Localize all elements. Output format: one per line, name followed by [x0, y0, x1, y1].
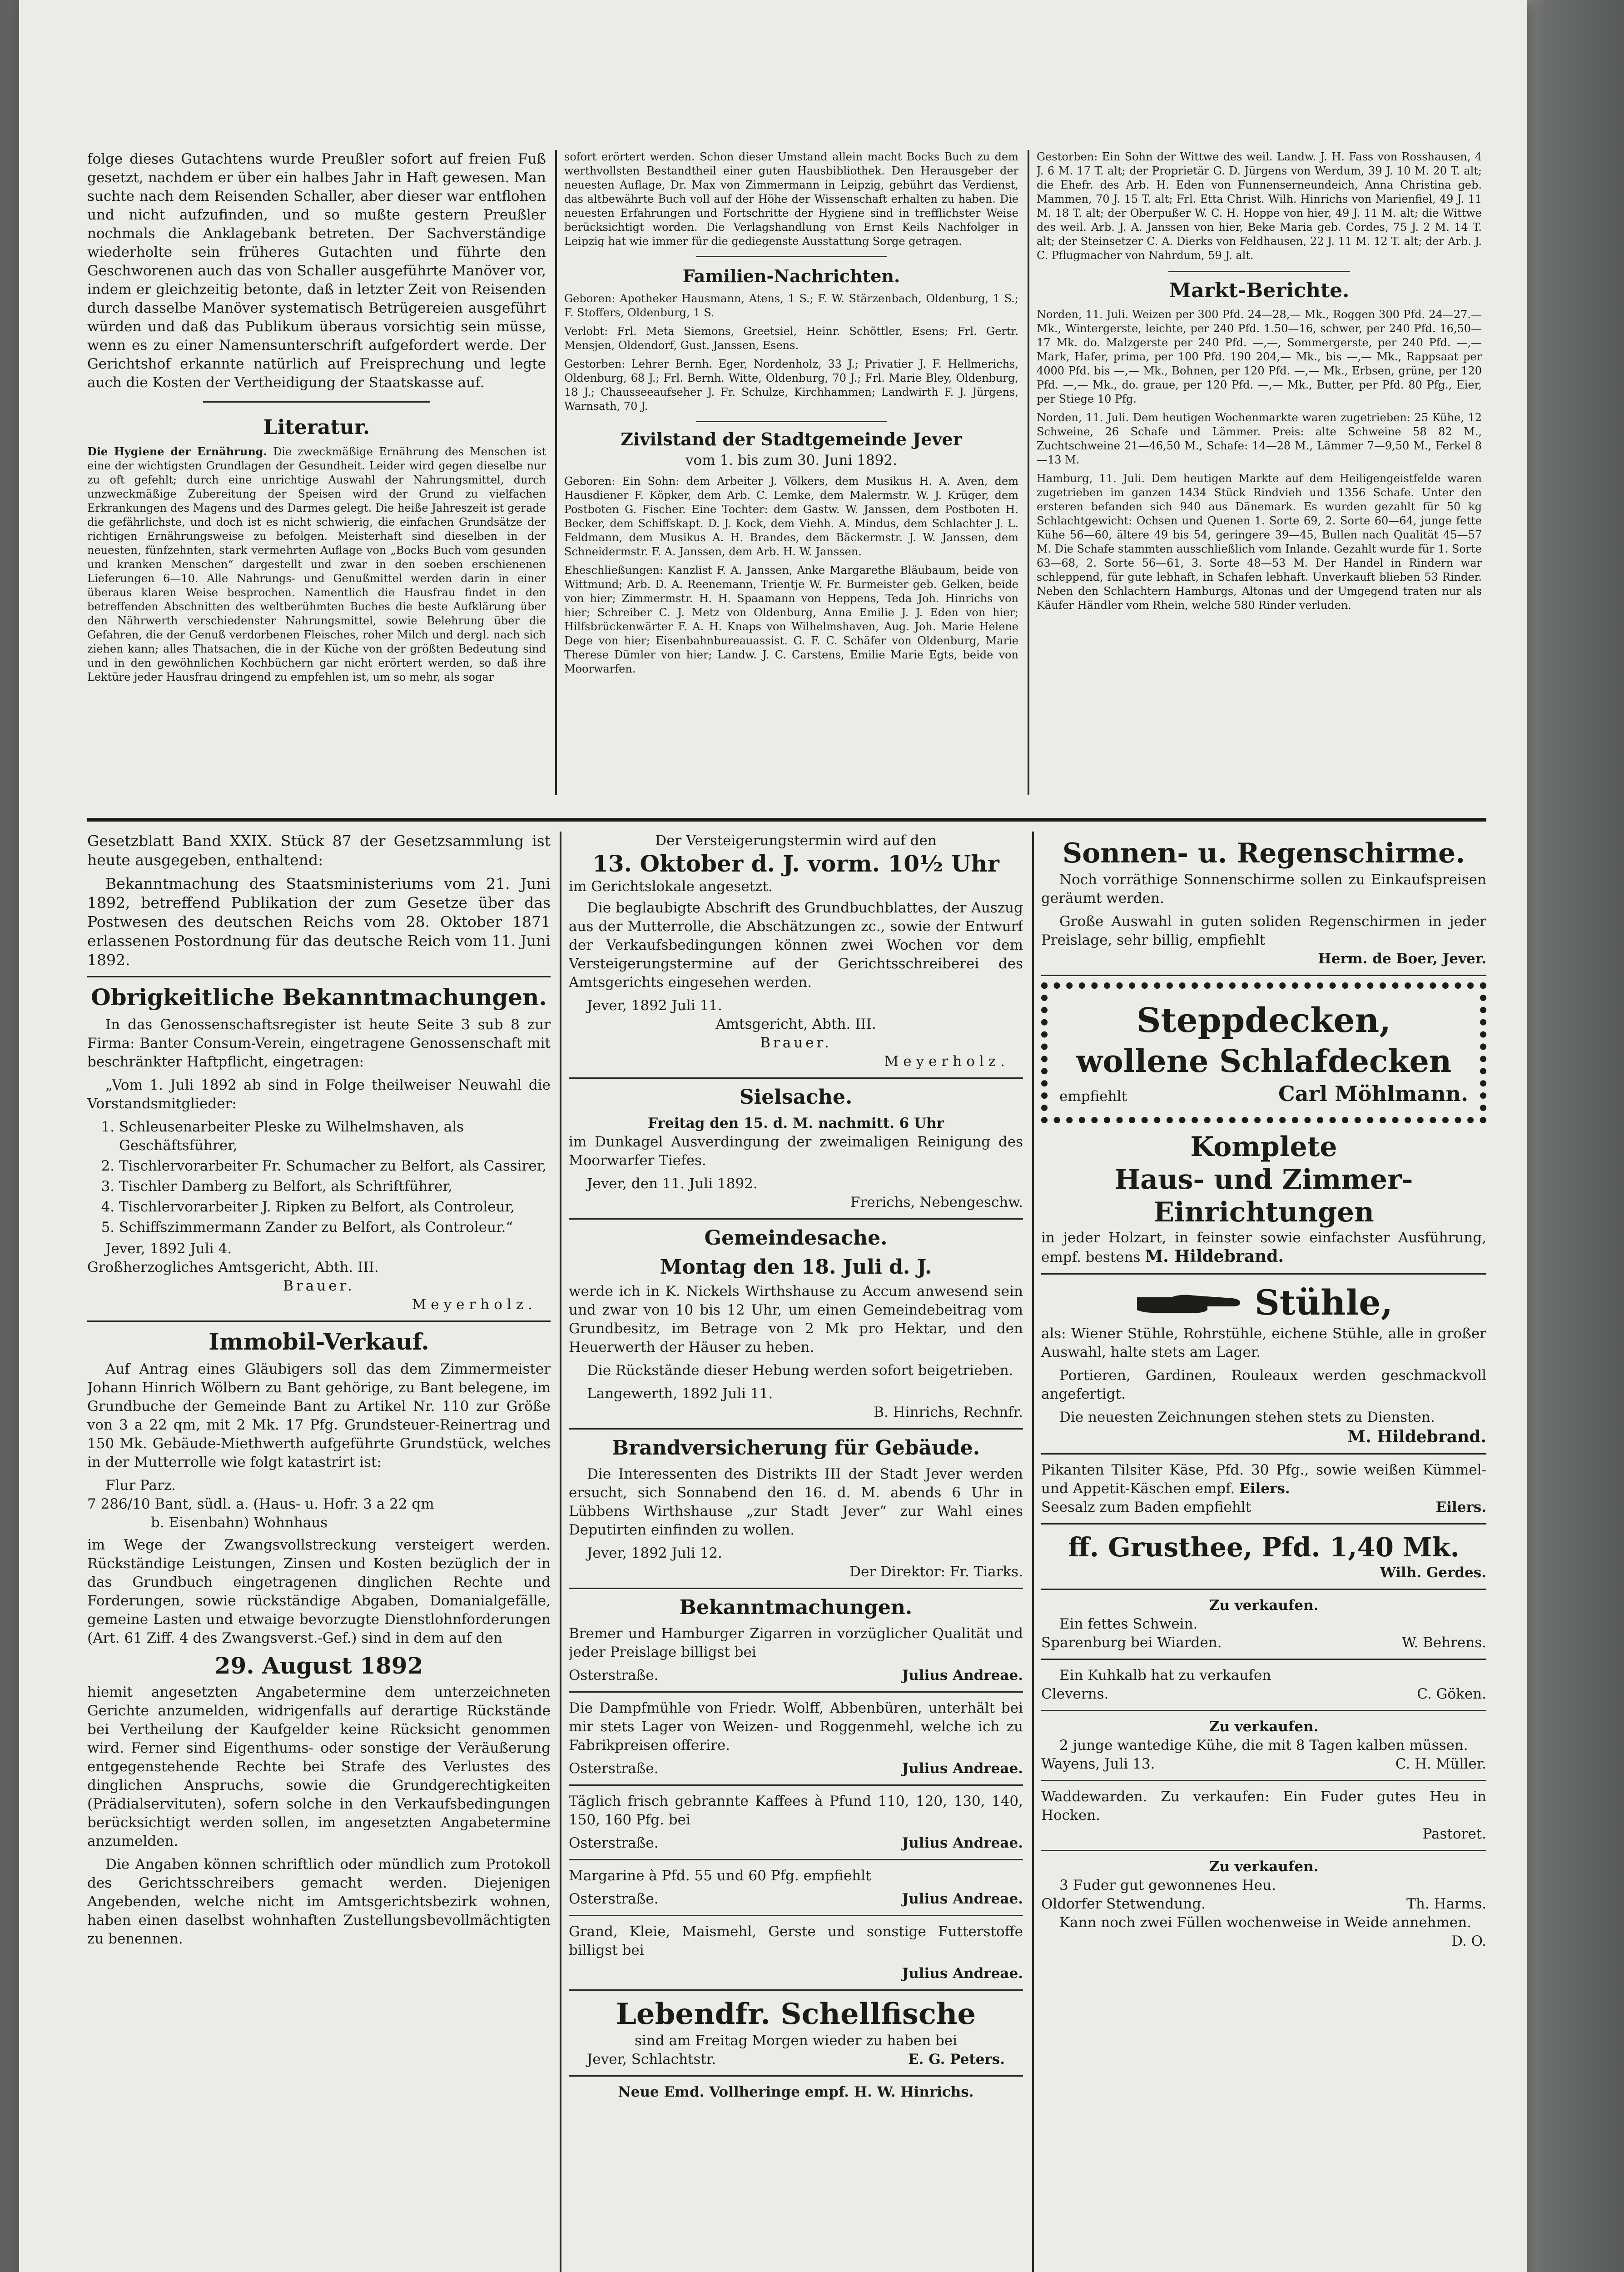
- ad-signature-row: [1041, 1498, 1486, 1517]
- for-sale-heading: Zu verkaufen.: [1209, 1719, 1319, 1735]
- civil-register-period: vom 1. bis zum 30. Juni 1892.: [685, 452, 897, 468]
- ad-signature-row: [569, 1666, 1023, 1685]
- divider: [87, 1320, 551, 1322]
- divider: [569, 2075, 1023, 2077]
- ad-street: Osterstraße.: [569, 1835, 659, 1851]
- page-edge-shadow: [1527, 0, 1624, 2272]
- ad-signature-row: [569, 1759, 1023, 1778]
- sluice-place-date: Jever, den 11. Juli 1892.: [587, 1176, 758, 1192]
- divider: [1041, 1273, 1486, 1275]
- cheese-ad-text: [1041, 1461, 1486, 1498]
- hay-ad: Waddewarden. Zu verkaufen: Ein Fuder gutes Heu in Hocken.: [1041, 1789, 1486, 1824]
- sluice-heading: Sielsache.: [739, 1086, 853, 1109]
- cadastre-row: 7 286/10 Bant, südl. a. (Haus- u. Hofr. 3 a 22 qm: [87, 1496, 434, 1512]
- municipal-heading: Gemeindesache.: [704, 1226, 888, 1250]
- family-news-heading: Familien-Nachrichten.: [682, 266, 900, 286]
- blankets-ad-heading: Steppdecken,: [1137, 1001, 1391, 1040]
- divider: [569, 1989, 1023, 1991]
- tea-ad-merchant: Wilh. Gerdes.: [1380, 1564, 1486, 1581]
- divider: [569, 1077, 1023, 1079]
- pointing-hand-icon: [1135, 1289, 1244, 1316]
- designs-ad-text: Die neuesten Zeichnungen stehen stets zu Diensten.: [1059, 1409, 1435, 1425]
- divider: [1041, 975, 1486, 976]
- filing-paragraph: Die Angaben können schriftlich oder mündlich zum Protokoll des Gerichtsschreibers gemacht werden. Diejenigen Angebenden, welche nicht im Amtsgerichtsbezirk wohnen, haben einen daselbst wohnhaften Zustellungsbevollmächtigten zu benennen.: [87, 1856, 551, 1947]
- for-sale-seller: C. H. Müller.: [1395, 1756, 1486, 1772]
- divider: [569, 1784, 1023, 1786]
- cheese-ad-description: Pikanten Tilsiter Käse, Pfd. 30 Pfg., sowie weißen Kümmel- und Appetit-Käschen empf.: [1041, 1462, 1486, 1497]
- auction-venue: im Gerichtslokale angesetzt.: [569, 878, 773, 895]
- court-name: Großherzogliches Amtsgericht, Abth. III.: [87, 1259, 379, 1276]
- ad-merchant: Julius Andreae.: [902, 1835, 1023, 1851]
- feed-ad: Grand, Kleie, Maismehl, Gerste und sonstige Futterstoffe billigst bei: [569, 1923, 1023, 1958]
- top-column-1: [87, 150, 546, 804]
- umbrella-ad-merchant: Herm. de Boer, Jever.: [1318, 951, 1486, 967]
- municipal-place-date: Langewerth, 1892 Juli 11.: [587, 1385, 773, 1402]
- trial-report-paragraph: folge dieses Gutachtens wurde Preußler sofort auf freien Fuß gesetzt, nachdem er über ein halbes Jahr in Haft gewesen. Man suchte nach dem Reisenden Schaller, aber dieser war entflohen und nicht aufzufinden, und so mußte gestern Preußler nochmals die Anklagebank betreten. Der Sachverständige wiederholte sein früheres Gutachten und führte den Geschworenen auch das von Schaller ausgeführte Manöver vor, indem er gleichzeitig betonte, daß in letzter Zeit von Reisenden durch dasselbe Manöver systematisch Betrügereien ausgeführt würden und daß das Publikum überaus vorsichtig sein müsse, wenn es zu einer Namensunterschrift aufgefordert werde. Der Gerichtshof erkannte natürlich auf Freisprechung und legte auch die Kosten der Vertheidigung der Staatskasse auf.: [87, 151, 546, 391]
- divider: [1041, 1453, 1486, 1455]
- list-item: 4. Tischlervorarbeiter J. Ripken zu Belfort, als Controleur,: [119, 1198, 551, 1216]
- column-rule: [1032, 832, 1034, 2272]
- column-rule: [560, 832, 561, 2272]
- judge-signature: Brauer.: [283, 1278, 355, 1294]
- furniture-ad-merchant: M. Hildebrand.: [1145, 1247, 1284, 1266]
- ad-street: Osterstraße.: [569, 1667, 659, 1684]
- clerk-signature: Meyerholz.: [412, 1296, 537, 1313]
- blankets-ad-merchant: Carl Möhlmann.: [1278, 1081, 1468, 1106]
- cigars-ad: Bremer und Hamburger Zigarren in vorzüglicher Qualität und jeder Preislage billigst bei: [569, 1625, 1023, 1660]
- chairs-ad-header: [1041, 1281, 1486, 1325]
- postordnung-paragraph: Bekanntmachung des Staatsministeriums vom 21. Juni 1892, betreffend Publikation der zum Gesetze über das Postwesen des deutschen Reichs vom 28. Oktober 1871 erlassenen Postordnung für das deutsche Reich vom 11. Juni 1892.: [87, 875, 551, 969]
- judge-signature: Brauer.: [760, 1035, 832, 1051]
- clerk-signature: Meyerholz.: [884, 1053, 1009, 1070]
- ad-street: Osterstraße.: [569, 1891, 659, 1907]
- furniture-ad-heading: Einrichtungen: [1153, 1196, 1374, 1228]
- claims-paragraph: hiemit angesetzten Angabetermine dem unterzeichneten Gerichte anzumelden, widrigenfalls auf derartige Rückstände bei Vertheilung der Kaufgelder keine Rücksicht genommen wird. Ferner sind Eigenthums- oder sonstige der Veräußerung entgegenstehende Rechte bei Strafe des Verlustes des dinglichen Anspruchs, sowie die Grundgerechtigkeiten (Prädialservituten), sofern solche in den Verkaufsbedingungen berücksichtigt werden sollen, im angesetzten Angabetermine anzumelden.: [87, 1684, 551, 1849]
- literature-paragraph: [87, 444, 546, 684]
- divider: [1041, 1659, 1486, 1660]
- ad-signature-row: [1041, 1685, 1486, 1704]
- haddock-ad-text: sind am Freitag Morgen wieder zu haben bei: [634, 2033, 958, 2049]
- divider: [569, 1915, 1023, 1916]
- court-name: Amtsgericht, Abth. III.: [715, 1016, 876, 1032]
- divider: [569, 1218, 1023, 1220]
- tea-ad-heading: ff. Grusthee, Pfd. 1,40 Mk.: [1068, 1532, 1460, 1563]
- municipal-arrears-paragraph: Die Rückstände dieser Hebung werden sofort beigetrieben.: [587, 1362, 1013, 1379]
- for-sale-seller: Th. Harms.: [1406, 1896, 1486, 1912]
- ad-signature-row: [569, 1890, 1023, 1908]
- blankets-ad-box: [1041, 982, 1486, 1123]
- furniture-ad-heading: Komplete: [1190, 1131, 1337, 1163]
- divider: [569, 1691, 1023, 1693]
- top-column-3: [1037, 150, 1482, 804]
- property-sale-heading: Immobil-Verkauf.: [209, 1328, 429, 1355]
- for-sale-heading: Zu verkaufen.: [1209, 1597, 1319, 1614]
- divider: [696, 256, 887, 257]
- family-deaths-paragraph: Gestorben: Lehrer Bernh. Eger, Nordenholz, 33 J.; Privatier J. F. Hellmerichs, Oldenburg, 68 J.; Frl. Bernh. Witte, Oldenburg, 70 J.; Frl. Marie Bley, Oldenburg, 18 J.; Chausseeaufseher J. Fr. Schulze, Kirchhammen; Landwirth F. J. Jürgens, Warnsath, 70 J.: [564, 358, 1018, 413]
- cadastre-row: b. Eisenbahn) Wohnhaus: [151, 1515, 328, 1531]
- ad-merchant: Julius Andreae.: [902, 1760, 1023, 1777]
- hay-ad-seller: Pastoret.: [1422, 1826, 1486, 1842]
- municipal-signature: B. Hinrichs, Rechnfr.: [874, 1404, 1023, 1420]
- margarine-ad: Margarine à Pfd. 55 und 60 Pfg. empfiehlt: [569, 1868, 871, 1884]
- board-member-list: [87, 1118, 551, 1237]
- civil-births-paragraph: Geboren: Ein Sohn: dem Arbeiter J. Völkers, dem Musikus H. A. Aven, dem Hausdiener F. Köpker, dem Arb. C. Lemke, dem Malermstr. W. J. Krüger, dem Postboten G. Fischer. Eine Tochter: dem Gastw. W. Janssen, dem Postboten H. Becker, dem Schiffskapt. D. J. Kock, dem Viehh. A. Mindus, dem Schlachter J. L. Feldmann, dem Musikus A. H. Brandes, dem Bäckermstr. J. W. Janssen, dem Schneidermstr. F. A. Janssen, dem Arb. H. W. Janssen.: [564, 475, 1018, 558]
- column-rule: [1028, 150, 1029, 795]
- ad-street: Jever, Schlachtstr.: [587, 2051, 716, 2068]
- umbrella-ad-text: Große Auswahl in guten soliden Regenschirmen in jeder Preislage, sehr billig, empfiehlt: [1041, 913, 1486, 948]
- for-sale-item: 3 Fuder gut gewonnenes Heu.: [1059, 1877, 1276, 1893]
- literature-text: Die zweckmäßige Ernährung des Menschen ist eine der wichtigsten Grundlagen der Gesundheit. Leider wird gegen dieselbe nur zu oft gefehlt; durch eine unrichtige Auswahl der Nahrungsmittel, durch unzweckmäßige Zubereitung der Speisen wird der Grund zu vielfachen Erkrankungen des Magens und des Darmes gelegt. Die heiße Jahreszeit ist gerade die gefährlichste, und doch ist es nicht schwierig, die einfachen Grundsätze der richtigen Ernährungsweise zu befolgen. Meisterhaft sind dieselben in der neuesten, fünfzehnten, stark vermehrten Auflage von „Bocks Buch vom gesunden und kranken Menschen“ dargestellt und zwar in den soeben erschienenen Lieferungen 6—10. Alle Nahrungs- und Genußmittel werden darin in einer überaus klaren Weise besprochen. Namentlich die Hausfrau findet in den betreffenden Abschnitten des weltberühmten Buches die beste Aufklärung über den Nährwerth verschiedenster Nahrungsmittel, sowie Belehrung über die Gefahren, die der Genuß verdorbenen Fleisches, roher Milch und dergl. nach sich ziehen kann; alles Thatsachen, die in der Küche von der größten Bedeutung sind und in den gewöhnlichen Kochbüchern gar nicht erörtert werden, so daß ihre Lektüre jeder Hausfrau dringend zu empfehlen ist, um so mehr, als sogar: [87, 445, 546, 683]
- divider: [569, 1588, 1023, 1589]
- chairs-ad-merchant: M. Hildebrand.: [1347, 1427, 1486, 1446]
- board-intro-paragraph: „Vom 1. Juli 1892 ab sind in Folge theilweiser Neuwahl die Vorstandsmitglieder:: [87, 1077, 551, 1112]
- divider: [569, 1428, 1023, 1430]
- auction-date: 13. Oktober d. J. vorm. 10½ Uhr: [592, 850, 999, 877]
- furniture-ad-heading: Haus- und Zimmer-: [1114, 1164, 1413, 1196]
- property-description-paragraph: Auf Antrag eines Gläubigers soll das dem Zimmermeister Johann Hinrich Wölbern zu Bant gehörige, zu Bant belegene, im Grundbuche der Gemeinde Bant zu Artikel Nr. 110 zur Größe von 3 a 22 qm, mit 2 Mk. 17 Pfg. Grundsteuer-Reinertrag und 150 Mk. Gebäude-Miethwerth aufgeführte Grundstück, welches in der Mutterrolle wie folgt katastrirt ist:: [87, 1361, 551, 1470]
- for-sale-place: Wayens, Juli 13.: [1041, 1756, 1155, 1772]
- divider: [569, 1859, 1023, 1860]
- umbrella-ad-text: Noch vorräthige Sonnenschirme sollen zu Einkaufspreisen geräumt werden.: [1041, 872, 1486, 907]
- family-births-paragraph: Geboren: Apotheker Hausmann, Atens, 1 S.; F. W. Stärzenbach, Oldenburg, 1 S.; F. Stoffers, Oldenburg, 1 S.: [564, 292, 1018, 319]
- divider: [1041, 1589, 1486, 1590]
- bottom-column-2: [569, 832, 1023, 2272]
- market-hamburg-paragraph: Hamburg, 11. Juli. Dem heutigen Markte auf dem Heiligengeistfelde waren zugetrieben im ganzen 1434 Stück Rindvieh und 1356 Schafe. Unter den ersteren befanden sich 940 aus Dänemark. Es wurden gezahlt für 50 kg Schlachtgewicht: Ochsen und Quenen 1. Sorte 69, 2. Sorte 60—64, junge fette Kühe 56—60, ältere 49 bis 54, geringere 39—45, Bullen nach Qualität 45—57 M. Die Schafe stammten ausschließlich vom Inlande. Gezahlt wurde für 1. Sorte 63—68, 2. Sorte 56—61, 3. Sorte 48—53 M. Der Handel in Rindern war schleppend, für gute lebhaft, in Schafen lebhaft. Unverkauft blieben 53 Rinder. Neben den Schlachtern Hamburgs, Altonas und der Umgegend traten nur als Käufer Händler vom Rhein, welche 580 Rinder verluden.: [1037, 472, 1482, 612]
- for-sale-place: Sparenburg bei Wiarden.: [1041, 1634, 1222, 1651]
- market-norden-grain-paragraph: Norden, 11. Juli. Weizen per 300 Pfd. 24—28,— Mk., Roggen 300 Pfd. 24—27.— Mk., Wintergerste, leichte, per 240 Pfd. 1.50—16, schwer, per 240 Pfd. 16,50—17 Mk. do. Malzgerste per 240 Pfd. —,—, Sommergerste, per 240 Pfd. —,— Mark, Hafer, prima, per 100 Pfd. 190 204,— Mk., bis —,— Mk., Rappsaat per 4000 Pfd. bis —,— Mk., Bohnen, per 120 Pfd. —,— Mk., Erbsen, grüne, per 120 Pfd. —,— Mk., do. graue, per 120 Pfd. —,— Mk., Butter, per Pfd. 80 Pfg., Eier, per Stiege 10 Pfg.: [1037, 308, 1482, 405]
- documents-paragraph: Die beglaubigte Abschrift des Grundbuchblattes, der Auszug aus der Mutterrolle, die Abschätzungen zc., sowie der Entwurf der Verkaufsbedingungen können zwei Wochen vor dem Versteigerungstermine auf der Gerichtsschreiberei des Amtsgerichts eingesehen werden.: [569, 900, 1023, 991]
- notice-date: Jever, 1892 Juli 11.: [587, 997, 722, 1014]
- for-sale-place: Oldorfer Stetwendung.: [1041, 1896, 1206, 1912]
- pasture-ad: Kann noch zwei Füllen wochenweise in Weide annehmen.: [1059, 1914, 1472, 1931]
- fire-insurance-heading: Brandversicherung für Gebäude.: [611, 1436, 980, 1460]
- deaths-paragraph: Gestorben: Ein Sohn der Wittwe des weil. Landw. J. H. Fass von Rosshausen, 4 J. 6 M. 17 T. alt; der Proprietär G. D. Jürgens von Werdum, 39 J. 10 M. 20 T. alt; die Ehefr. des Arb. H. Eden von Funnenserneundeich, Anna Christina geb. Mammen, 70 J. 15 T. alt; Frl. Etta Christ. Wilh. Hinrichs von Marienfiel, 49 J. 11 M. 18 T. alt; der Oberpußer W. C. H. Hoppe von hier, 49 J. 11 M. alt; die Wittwe des weil. Arb. J. A. Janssen von hier, Beke Maria geb. Cordes, 75 J. 2 M. 14 T. alt; der Steinsetzer C. A. Dierks von Feldhausen, 22 J. 11 M. 12 T. alt; der Arb. J. C. Pflugmacher von Nahrdum, 59 J. alt.: [1037, 150, 1482, 262]
- chairs-ad-heading: Stühle,: [1254, 1282, 1393, 1323]
- newspaper-page: [19, 0, 1527, 2272]
- top-section: [87, 150, 1482, 804]
- divider: [1041, 1710, 1486, 1711]
- municipal-paragraph: werde ich in K. Nickels Wirthshause zu Accum anwesend sein und zwar von 10 bis 12 Uhr, um einen Gemeindebeitrag vom Grundbesitz, im Betrage von 2 Mk pro Hektar, und den Heuerwerth der Häuser zu heben.: [569, 1283, 1023, 1355]
- deadline-date: 29. August 1892: [214, 1652, 423, 1679]
- ad-signature-row: [1059, 1081, 1468, 1106]
- blankets-ad-subheading: wollene Schlafdecken: [1076, 1043, 1452, 1080]
- municipal-date: Montag den 18. Juli d. J.: [660, 1256, 932, 1279]
- ad-merchant: E. G. Peters.: [908, 2051, 1005, 2068]
- for-sale-heading: Zu verkaufen.: [1209, 1858, 1319, 1875]
- for-sale-seller: C. Göken.: [1417, 1686, 1486, 1702]
- bottom-section: [87, 832, 1486, 2272]
- divider: [203, 401, 430, 403]
- divider: [1041, 1523, 1486, 1525]
- for-sale-item: Ein fettes Schwein.: [1059, 1616, 1198, 1632]
- seasalt-ad-text: Seesalz zum Baden empfiehlt: [1041, 1499, 1252, 1515]
- gesetzblatt-paragraph: Gesetzblatt Band XXIX. Stück 87 der Gesetzsammlung ist heute ausgegeben, enthaltend:: [87, 832, 551, 869]
- ad-signature-row: [1041, 1634, 1486, 1652]
- ad-signature-row: [1041, 1755, 1486, 1774]
- coffee-ad: Täglich frisch gebrannte Kaffees à Pfund 110, 120, 130, 140, 150, 160 Pfg. bei: [569, 1793, 1023, 1828]
- market-reports-heading: Markt-Berichte.: [1169, 279, 1350, 302]
- literature-continued-paragraph: sofort erörtert werden. Schon dieser Umstand allein macht Bocks Buch zu dem werthvollsten Bestandtheil einer guten Hausbibliothek. Den Herausgeber der neuesten Auflage, Dr. Max von Zimmermann in Leipzig, gebührt das Verdienst, das altbewährte Buch voll auf der Höhe der Wissenschaft erhalten zu haben. Die neuesten Erfahrungen und Fortschritte der Hygiene sind in trefflichster Weise berücksichtigt worden. Die Verlagshandlung von Ernst Keils Nachfolger in Leipzig hat wie immer für die gediegenste Ausstattung Sorge getragen.: [564, 150, 1018, 248]
- fire-insurance-signature: Der Direktor: Fr. Tiarks.: [849, 1564, 1023, 1580]
- pasture-ad-seller: D. O.: [1451, 1933, 1486, 1949]
- list-item: 1. Schleusenarbeiter Pleske zu Wilhelmshaven, als Geschäftsführer,: [119, 1118, 551, 1155]
- market-norden-cattle-paragraph: Norden, 11. Juli. Dem heutigen Wochenmarkte waren zugetrieben: 25 Kühe, 12 Schweine, 26 Schafe und Lämmer. Preis: alte Schweine 58 82 M., Zuchtschweine 21—46,50 M., Schafe: 14—28 M., Lämmer 7—9,50 M., Ferkel 8—13 M.: [1037, 411, 1482, 466]
- divider: [696, 421, 887, 422]
- auction-conditions-paragraph: im Wege der Zwangsvollstreckung versteigert werden. Rückständige Leistungen, Zinsen und Kosten bezüglich der in das Grundbuch eingetragenen dinglichen Rechte und Forderungen, sowie rückständige Abgaben, Domanialgefälle, gemeine Lasten und etwaige bevorzugte Dienstlohnforderungen (Art. 61 Ziff. 4 des Zwangsverst.-Gef.) sind in dem auf den: [87, 1537, 551, 1646]
- blankets-ad-recommends: empfiehlt: [1059, 1088, 1127, 1105]
- bottom-column-1: [87, 832, 551, 2272]
- curtains-ad-text: Portieren, Gardinen, Rouleaux werden geschmackvoll angefertigt.: [1041, 1367, 1486, 1402]
- seasalt-ad-merchant: Eilers.: [1435, 1499, 1486, 1515]
- for-sale-place: Cleverns.: [1041, 1686, 1109, 1702]
- ad-signature-row: [569, 2050, 1023, 2069]
- list-item: 2. Tischlervorarbeiter Fr. Schumacher zu Belfort, als Cassirer,: [119, 1157, 551, 1176]
- sluice-date: Freitag den 15. d. M. nachmitt. 6 Uhr: [648, 1115, 944, 1131]
- herring-ad: Neue Emd. Vollheringe empf. H. W. Hinrichs.: [618, 2084, 974, 2100]
- family-engaged-paragraph: Verlobt: Frl. Meta Siemons, Greetsiel, Heinr. Schöttler, Esens; Frl. Gertr. Mensjen, Oldendorf, Gust. Janssen, Esens.: [564, 325, 1018, 352]
- literature-title: Die Hygiene der Ernährung.: [87, 445, 267, 458]
- ad-signature-row: [569, 1834, 1023, 1853]
- top-column-2: [564, 150, 1018, 804]
- list-item: 5. Schiffszimmermann Zander zu Belfort, als Controleur.“: [119, 1218, 551, 1237]
- umbrella-ad-heading: Sonnen- u. Regenschirme.: [1062, 837, 1465, 869]
- cooperative-register-paragraph: In das Genossenschaftsregister ist heute Seite 3 sub 8 zur Firma: Banter Consum-Verein, eingetragene Genossenschaft mit beschränkter Haftpflicht, eingetragen:: [87, 1016, 551, 1070]
- fire-insurance-date: Jever, 1892 Juli 12.: [587, 1545, 722, 1561]
- ad-merchant: Julius Andreae.: [902, 1667, 1023, 1684]
- chairs-ad-text: als: Wiener Stühle, Rohrstühle, eichene Stühle, alle in großer Auswahl, halte stets am Lager.: [1041, 1325, 1486, 1360]
- civil-register-heading: Zivilstand der Stadtgemeinde Jever: [621, 429, 962, 449]
- bottom-column-3: [1041, 832, 1486, 2272]
- ad-merchant: Julius Andreae.: [902, 1965, 1023, 1982]
- column-rule: [555, 150, 557, 795]
- civil-marriages-paragraph: Eheschließungen: Kanzlist F. A. Janssen, Anke Margarethe Bläubaum, beide von Wittmund; Arb. D. A. Reenemann, Trientje W. Fr. Burmeister geb. Gelken, beide von hier; Zimmermstr. H. H. Spaamann von Heppens, Teda Joh. Hinrichs von hier; Schreiber C. J. Metz von Oldenburg, Anna Emilie J. J. Eden von hier; Hilfsbrückenwärter F. A. H. Knaps von Wilhelmshaven, Aug. Joh. Marie Helene Dege von hier; Eisenbahnbureauassist. G. F. C. Schäfer von Oldenburg, Marie Therese Dümler von hier; Landw. J. C. Carstens, Emilie Marie Egts, beide von Moorwarfen.: [564, 564, 1018, 675]
- flour-ad: Die Dampfmühle von Friedr. Wolff, Abbenbüren, unterhält bei mir stets Lager von Weizen- und Roggenmehl, welche ich zu Fabrikpreisen offerire.: [569, 1700, 1023, 1754]
- section-rule: [87, 818, 1486, 822]
- haddock-ad-heading: Lebendfr. Schellfische: [616, 1997, 976, 2031]
- furniture-ad-description: in jeder Holzart, in feinster sowie einfachster Ausführung, empf. bestens: [1041, 1230, 1486, 1266]
- ad-signature-row: [1041, 1895, 1486, 1913]
- divider: [1168, 271, 1350, 272]
- notice-date: Jever, 1892 Juli 4.: [105, 1241, 232, 1257]
- list-item: 3. Tischler Damberg zu Belfort, als Schriftführer,: [119, 1177, 551, 1196]
- for-sale-seller: W. Behrens.: [1401, 1634, 1486, 1651]
- cheese-ad-merchant: Eilers.: [1239, 1480, 1290, 1497]
- cadastre-header: Flur Parz.: [105, 1477, 176, 1494]
- furniture-ad-text: [1041, 1229, 1486, 1267]
- fire-insurance-paragraph: Die Interessenten des Distrikts III der Stadt Jever werden ersucht, sich Sonnabend den 16. d. M. abends 6 Uhr in Lübbens Wirthshause „zur Stadt Jever“ zur Wahl eines Deputirten einfinden zu wollen.: [569, 1466, 1023, 1538]
- divider: [1041, 1780, 1486, 1781]
- literature-heading: Literatur.: [263, 416, 370, 439]
- ad-merchant: Julius Andreae.: [902, 1891, 1023, 1907]
- for-sale-item: 2 junge wantedige Kühe, die mit 8 Tagen kalben müssen.: [1059, 1737, 1468, 1754]
- announcements-heading: Bekanntmachungen.: [679, 1596, 913, 1619]
- official-notices-heading: Obrigkeitliche Bekanntmachungen.: [91, 984, 547, 1011]
- ad-street: Osterstraße.: [569, 1760, 659, 1777]
- sluice-paragraph: im Dunkagel Ausverdingung der zweimaligen Reinigung des Moorwarfer Tiefes.: [569, 1134, 1023, 1169]
- auction-date-intro: Der Versteigerungstermin wird auf den: [655, 832, 937, 849]
- divider: [1041, 1850, 1486, 1851]
- for-sale-item: Ein Kuhkalb hat zu verkaufen: [1059, 1667, 1271, 1684]
- sluice-signature: Frerichs, Nebengeschw.: [850, 1194, 1023, 1211]
- divider: [87, 976, 551, 977]
